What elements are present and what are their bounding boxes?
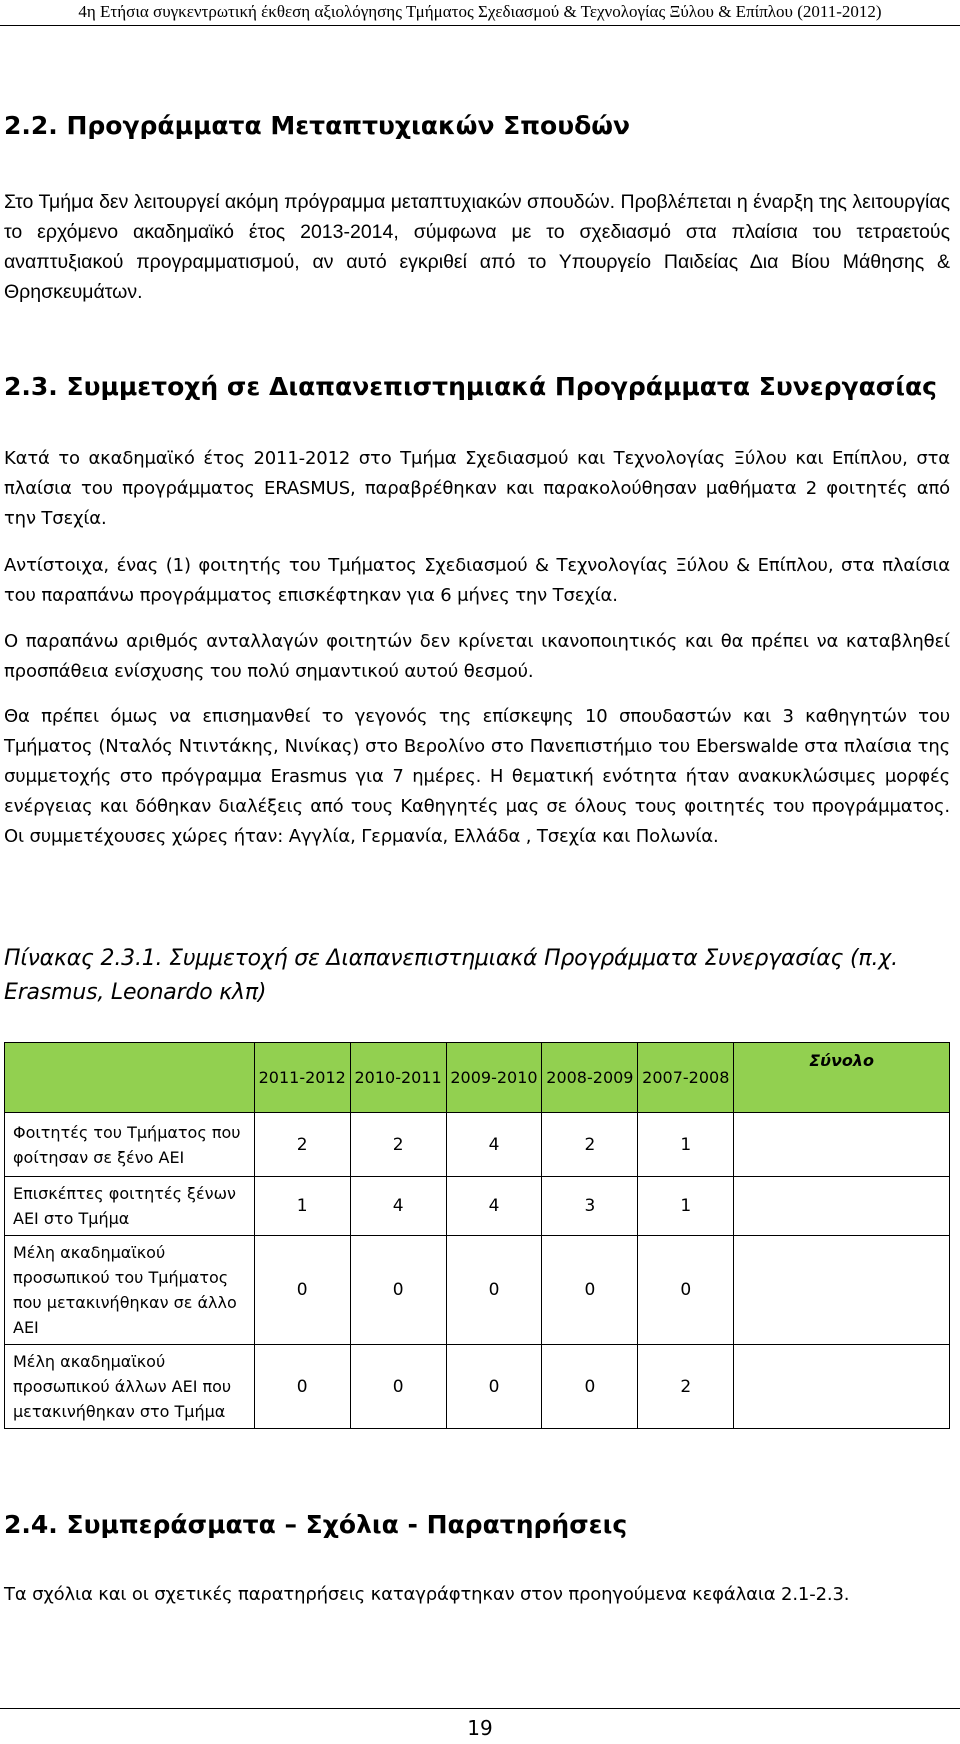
table-cell: 1 [638, 1113, 734, 1177]
total-cell [734, 1177, 950, 1236]
footer-divider [0, 1708, 960, 1709]
table-cell: 1 [638, 1177, 734, 1236]
total-cell [734, 1113, 950, 1177]
table-cell: 0 [254, 1236, 350, 1345]
table-cell: 4 [350, 1177, 446, 1236]
table-caption: Πίνακας 2.3.1. Συμμετοχή σε Διαπανεπιστημιακά Προγράμματα Συνεργασίας (π.χ. Erasmus, Leonardo κλπ) [4, 946, 898, 1005]
table-cell: 0 [542, 1345, 638, 1429]
table-cell: 2 [254, 1113, 350, 1177]
table-cell: 1 [254, 1177, 350, 1236]
row-label: Μέλη ακαδημαϊκού προσωπικού άλλων ΑΕΙ που μετακινήθηκαν στο Τμήμα [5, 1345, 255, 1429]
table-cell: 2 [350, 1113, 446, 1177]
total-cell [734, 1345, 950, 1429]
column-header: 2007-2008 [638, 1043, 734, 1113]
table-cell: 4 [446, 1177, 542, 1236]
table-corner-cell [5, 1043, 255, 1113]
column-header: 2008-2009 [542, 1043, 638, 1113]
table-header-row [5, 1043, 950, 1113]
table-row [5, 1236, 950, 1345]
table-cell: 0 [446, 1236, 542, 1345]
total-column-header: Σύνολο [734, 1043, 950, 1113]
column-header: 2011-2012 [254, 1043, 350, 1113]
table-cell: 0 [350, 1345, 446, 1429]
table-cell: 3 [542, 1177, 638, 1236]
section-2-3-paragraph: Κατά το ακαδημαϊκό έτος 2011-2012 στο Τμήμα Σχεδιασμού και Τεχνολογίας Ξύλου και Επίπλου, στα πλαίσια του προγράμματος ERASMUS, παραβρέθηκαν και παρακολούθησαν μαθήματα 2 φοιτητές από την Τσεχία. [4, 448, 950, 529]
table-row [5, 1177, 950, 1236]
total-cell [734, 1236, 950, 1345]
table-row [5, 1345, 950, 1429]
row-label: Επισκέπτες φοιτητές ξένων ΑΕΙ στο Τμήμα [5, 1177, 255, 1236]
table-row [5, 1113, 950, 1177]
page-number: 19 [467, 1716, 493, 1740]
table-cell: 0 [638, 1236, 734, 1345]
section-heading-2-2: 2.2. Προγράμματα Μεταπτυχιακών Σπουδών [4, 111, 631, 140]
table-cell: 2 [542, 1113, 638, 1177]
row-label: Μέλη ακαδημαϊκού προσωπικού του Τμήματος που μετακινήθηκαν σε άλλο ΑΕΙ [5, 1236, 255, 1345]
section-heading-2-4: 2.4. Συμπεράσματα – Σχόλια - Παρατηρήσεις [4, 1510, 628, 1539]
section-2-2-paragraph: Στο Τμήμα δεν λειτουργεί ακόμη πρόγραμμα μεταπτυχιακών σπουδών. Προβλέπεται η έναρξη της λειτουργίας το ερχόμενο ακαδημαϊκό έτος 2013-2014, σύμφωνα με το σχεδιασμό στα πλαίσια του τετραετούς αναπτυξιακού προγραμματισμού, αν αυτό εγκριθεί από το Υπουργείο Παιδείας Δια Βίου Μάθησης & Θρησκευμάτων. [4, 191, 950, 303]
section-2-4-paragraph: Τα σχόλια και οι σχετικές παρατηρήσεις καταγράφτηκαν στον προηγούμενα κεφάλαια 2.1-2.3. [4, 1584, 850, 1605]
section-2-3-paragraph: Αντίστοιχα, ένας (1) φοιτητής του Τμήματος Σχεδιασμού & Τεχνολογίας Ξύλου & Επίπλου, στα πλαίσια του παραπάνω προγράμματος επισκέφτηκαν για 6 μήνες την Τσεχία. [4, 555, 950, 606]
section-heading-2-3: 2.3. Συμμετοχή σε Διαπανεπιστημιακά Προγράμματα Συνεργασίας [4, 372, 937, 401]
table-cell: 0 [542, 1236, 638, 1345]
header-divider [0, 25, 960, 26]
table-cell: 0 [254, 1345, 350, 1429]
column-header: 2010-2011 [350, 1043, 446, 1113]
running-header: 4η Ετήσια συγκεντρωτική έκθεση αξιολόγησης Τμήματος Σχεδιασμού & Τεχνολογίας Ξύλου & Επίπλου (2011-2012) [78, 2, 882, 21]
erasmus-participation-table [4, 1042, 950, 1429]
section-2-3-paragraph: Θα πρέπει όμως να επισημανθεί το γεγονός της επίσκεψης 10 σπουδαστών και 3 καθηγητών του Τμήματος (Νταλός Ντιντάκης, Νινίκας) στο Βερολίνο στο Πανεπιστήμιο του Eberswalde στα πλαίσια της συμμετοχής στο πρόγραμμα Erasmus για 7 ημέρες. Η θεματική ενότητα ήταν ανακυκλώσιμες μορφές ενέργειας και δόθηκαν διαλέξεις από τους Καθηγητές μας σε όλους τους φοιτητές του προγράμματος. Οι συμμετέχουσες χώρες ήταν: Αγγλία, Γερμανία, Ελλάδα , Τσεχία και Πολωνία. [4, 706, 950, 847]
column-header: 2009-2010 [446, 1043, 542, 1113]
table-cell: 2 [638, 1345, 734, 1429]
row-label: Φοιτητές του Τμήματος που φοίτησαν σε ξένο ΑΕΙ [5, 1113, 255, 1177]
table-cell: 0 [350, 1236, 446, 1345]
table-cell: 4 [446, 1113, 542, 1177]
table-cell: 0 [446, 1345, 542, 1429]
section-2-3-paragraph: Ο παραπάνω αριθμός ανταλλαγών φοιτητών δεν κρίνεται ικανοποιητικός και θα πρέπει να καταβληθεί προσπάθεια ενίσχυσης του πολύ σημαντικού αυτού θεσμού. [4, 631, 950, 682]
